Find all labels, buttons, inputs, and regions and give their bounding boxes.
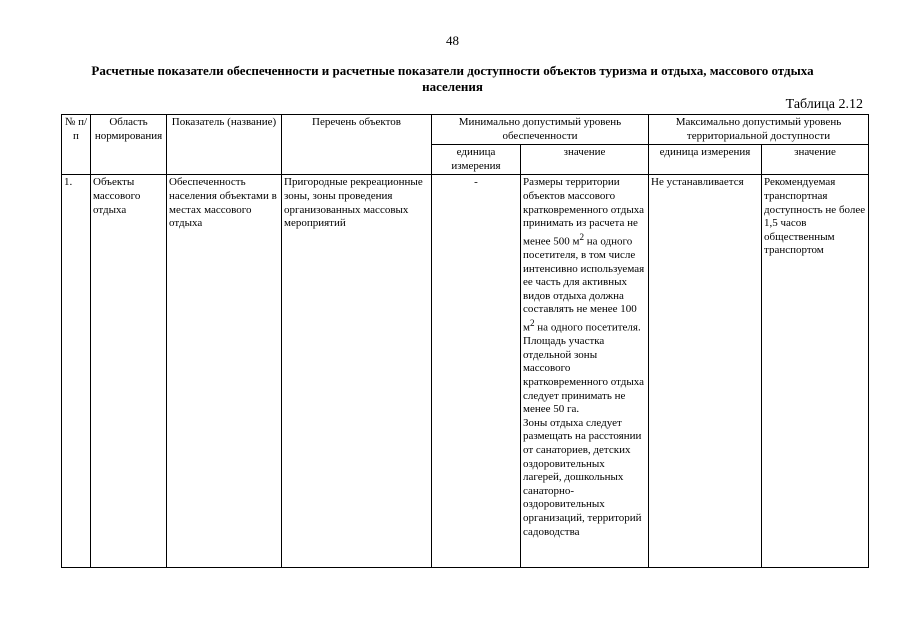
header-min-level: Минимально допустимый уровень обеспеченности [432, 115, 649, 145]
table-row [62, 175, 869, 568]
cell-indicator: Обеспеченность населения объектами в местах массового отдыха [167, 175, 282, 568]
superscript-2: 2 [579, 231, 585, 242]
header-min-unit: единица измерения [432, 145, 521, 175]
min-value-part-1: Размеры территории объектов массового кратковременного отдыха принимать из расчета не менее 500 м [523, 176, 644, 248]
header-max-value: значение [762, 145, 869, 175]
cell-num: 1. [62, 175, 91, 568]
document-title: Расчетные показатели обеспеченности и расчетные показатели доступности объектов туризма и отдыха, массового отдыха населения [91, 63, 814, 94]
cell-min-unit: - [432, 175, 521, 568]
header-objects: Перечень объектов [282, 115, 432, 175]
cell-max-unit: Не устанавливается [649, 175, 762, 568]
table-caption: Таблица 2.12 [785, 97, 863, 112]
header-num: № п/п [62, 115, 91, 175]
header-row-1 [62, 115, 869, 145]
cell-max-value: Рекомендуемая транспортная доступность не более 1,5 часов общественным транспортом [762, 175, 869, 568]
page-number: 48 [446, 33, 459, 48]
header-max-level: Максимально допустимый уровень территориальной доступности [649, 115, 869, 145]
header-max-unit: единица измерения [649, 145, 762, 175]
cell-objects: Пригородные рекреационные зоны, зоны проведения организованных массовых мероприятий [282, 175, 432, 568]
header-area: Область нормирования [91, 115, 167, 175]
norms-table [61, 114, 869, 568]
cell-area: Объекты массового отдыха [91, 175, 167, 568]
header-min-value: значение [521, 145, 649, 175]
min-value-part-2: на одного посетителя, в том числе интенсивно используемая ее часть для активных видов отдыха должна составлять не менее 100 м [523, 235, 645, 334]
header-indicator: Показатель (название) [167, 115, 282, 175]
min-value-part-3: на одного посетителя. Площадь участка отдельной зоны массового кратковременного отдыха следует принимать не менее 50 га. [523, 321, 644, 416]
cell-min-value [521, 175, 649, 568]
min-value-part-4: Зоны отдыха следует размещать на расстоянии от санаториев, детских оздоровительных лагерей, дошкольных санаторно-оздоровительных организаций, территорий садоводства [523, 416, 642, 538]
superscript-2: 2 [529, 317, 535, 328]
